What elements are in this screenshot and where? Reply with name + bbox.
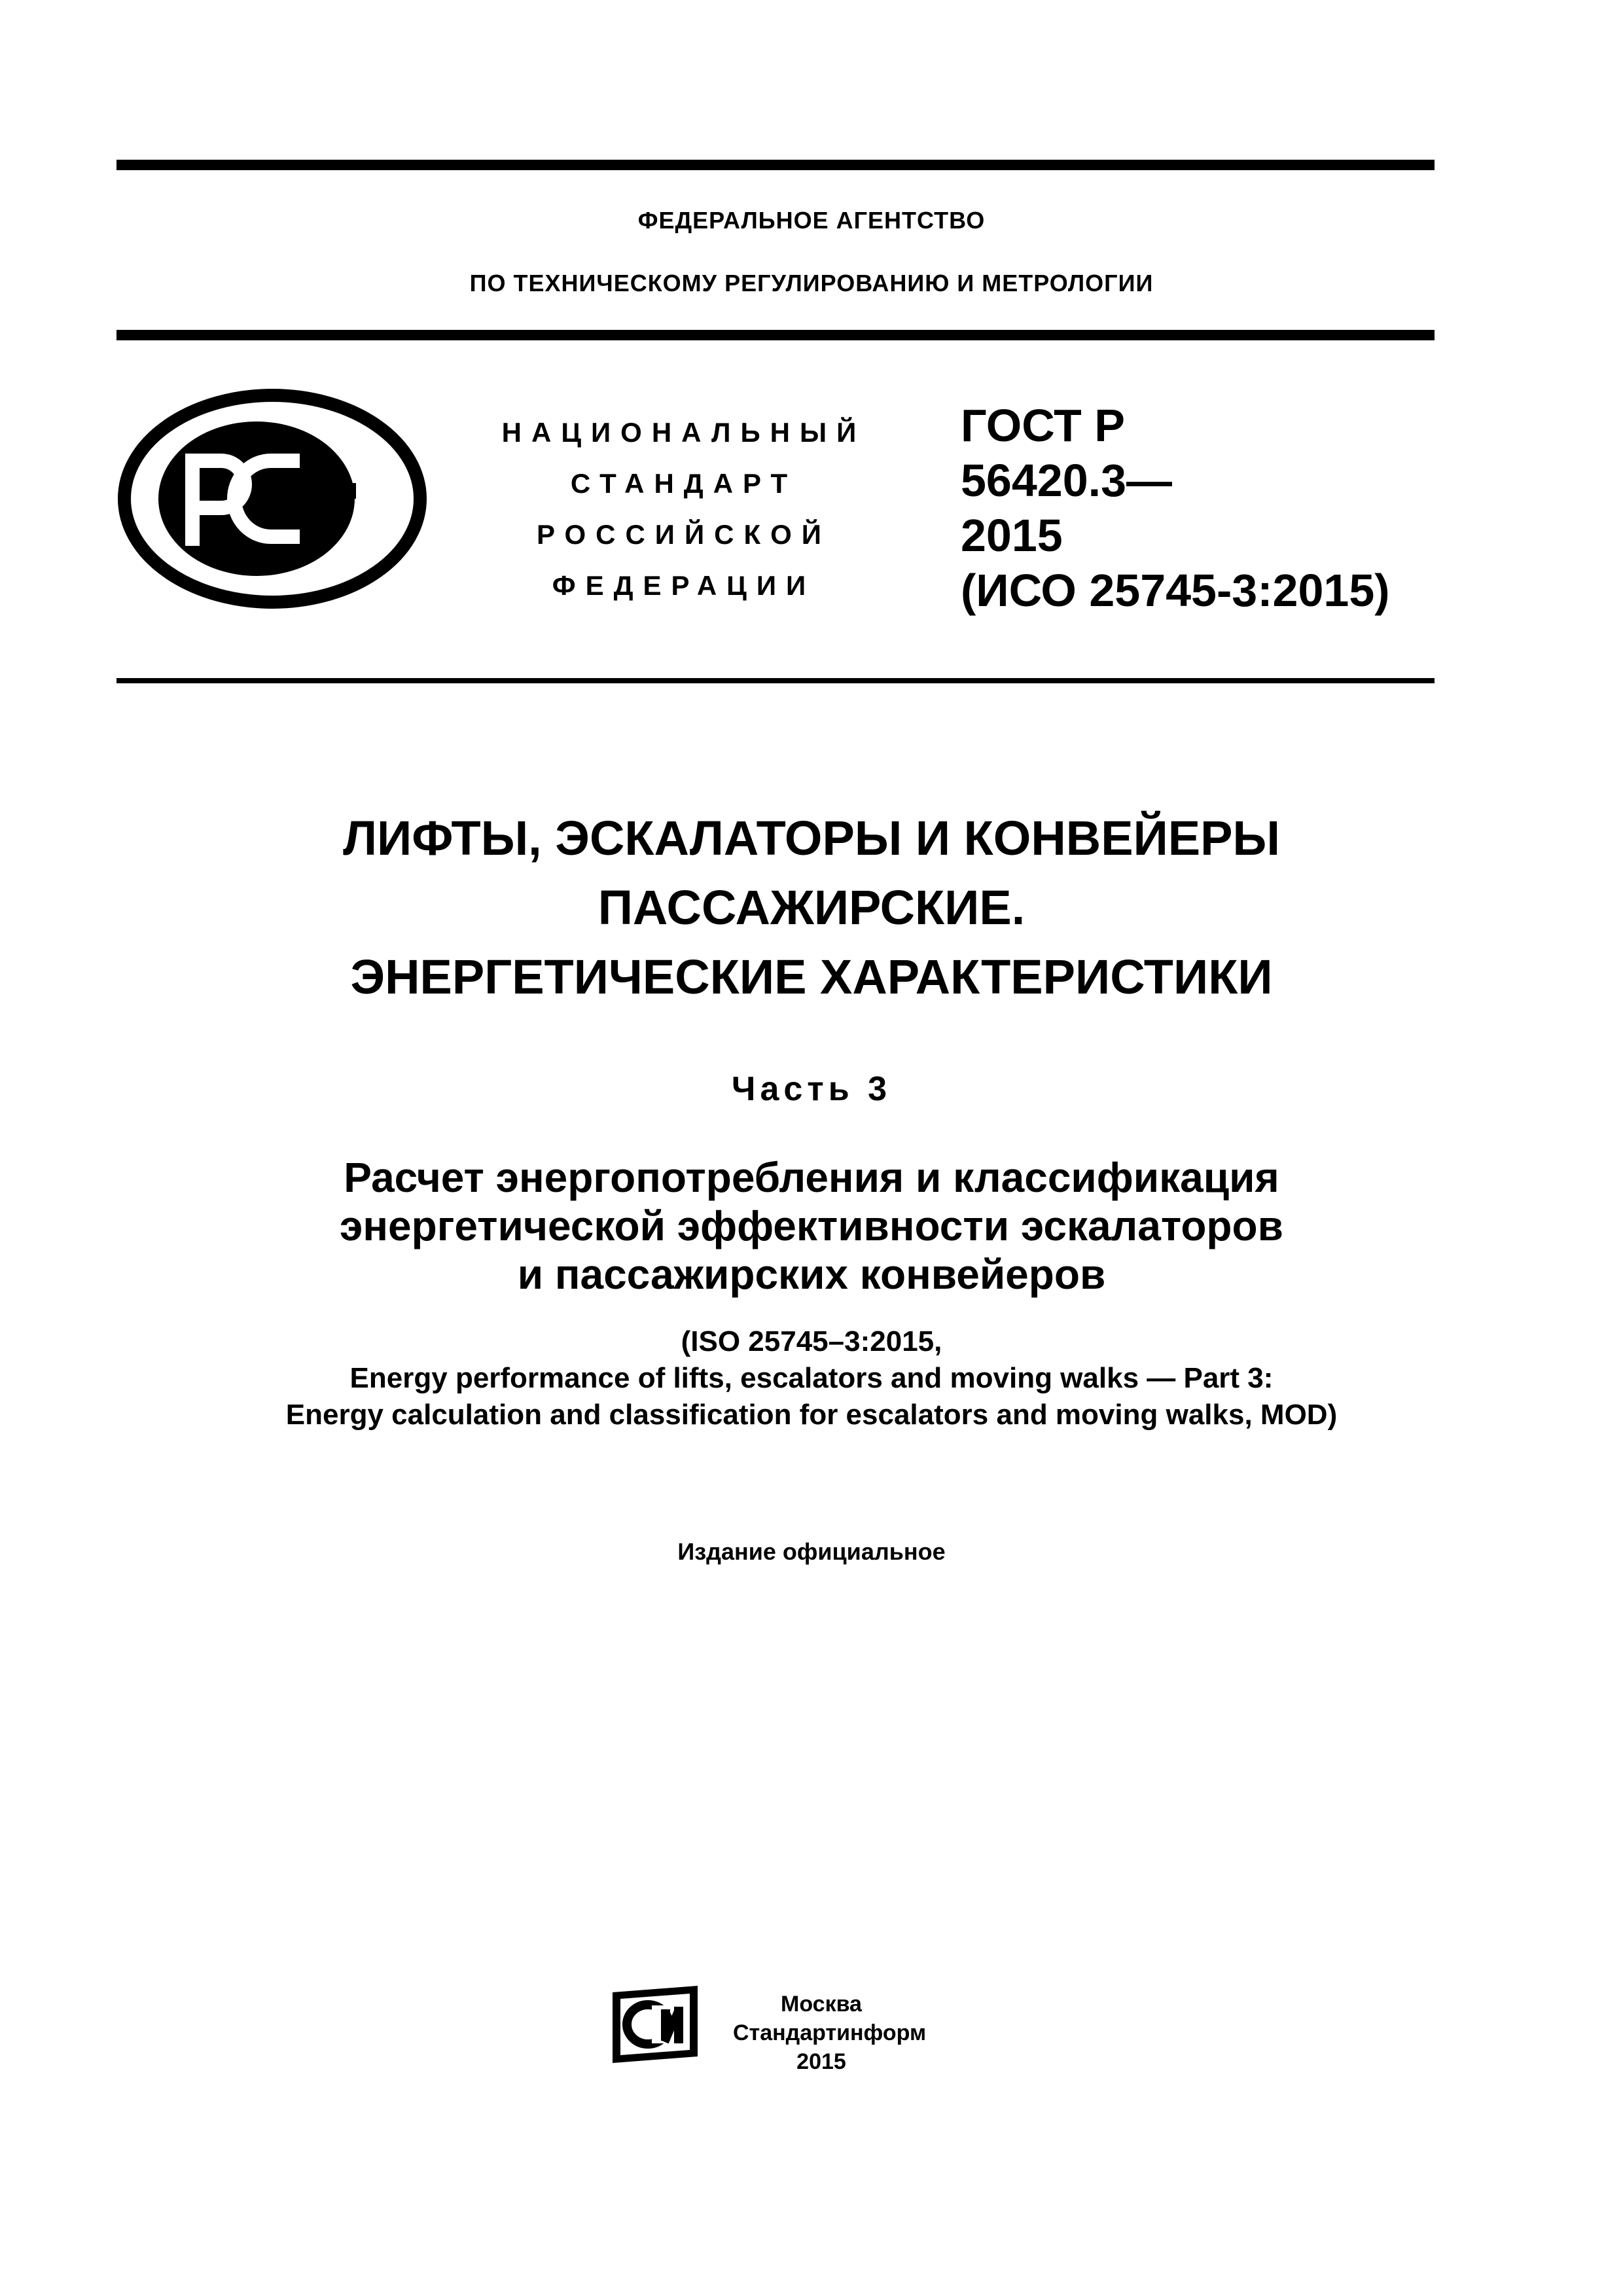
title-line-3: ЭНЕРГЕТИЧЕСКИЕ ХАРАКТЕРИСТИКИ: [350, 950, 1273, 1004]
national-line-4: ФЕДЕРАЦИИ: [552, 570, 816, 601]
part-number: Часть 3: [731, 1070, 892, 1108]
rst-certification-mark-icon: [115, 387, 429, 610]
national-standard-label: [458, 407, 910, 611]
header-bottom-rule: [116, 678, 1435, 683]
title-line-1: ЛИФТЫ, ЭСКАЛАТОРЫ И КОНВЕЙЕРЫ: [343, 811, 1280, 865]
publisher-city: Москва: [781, 1992, 862, 2017]
designation-line-4: (ИСО 25745-3:2015): [961, 565, 1390, 616]
agency-line-1: ФЕДЕРАЛЬНОЕ АГЕНТСТВО: [637, 207, 986, 234]
top-rule: [116, 160, 1435, 170]
publisher-year: 2015: [796, 2049, 846, 2074]
agency-bottom-rule: [116, 330, 1435, 340]
agency-line-2: ПО ТЕХНИЧЕСКОМУ РЕГУЛИРОВАНИЮ И МЕТРОЛОГИИ: [469, 270, 1154, 296]
iso-reference-line-1: (ISO 25745–3:2015,: [681, 1325, 942, 1357]
designation-line-2: 56420.3—: [961, 455, 1173, 506]
title-line-2: ПАССАЖИРСКИЕ.: [597, 880, 1026, 935]
document-subtitle: [0, 1153, 1623, 1299]
document-title: [0, 804, 1623, 1012]
designation-line-3: 2015: [961, 510, 1063, 561]
subtitle-line-2: энергетической эффективности эскалаторов: [340, 1202, 1283, 1249]
iso-reference-line-2: Energy performance of lifts, escalators and moving walks — Part 3:: [349, 1362, 1274, 1394]
national-line-1: НАЦИОНАЛЬНЫЙ: [501, 417, 866, 448]
publisher-block: [733, 1990, 927, 2076]
national-line-2: СТАНДАРТ: [570, 468, 798, 499]
standard-designation: [961, 398, 1445, 618]
standartinform-logo-icon: [607, 1983, 703, 2067]
publisher-name: Стандартинформ: [733, 2020, 927, 2045]
iso-reference: [0, 1323, 1623, 1433]
edition-note: Издание официальное: [677, 1538, 946, 1565]
designation-line-1: ГОСТ Р: [961, 400, 1125, 451]
subtitle-line-1: Расчет энергопотребления и классификация: [344, 1154, 1279, 1201]
subtitle-line-3: и пассажирских конвейеров: [517, 1251, 1106, 1298]
iso-reference-line-3: Energy calculation and classification for escalators and moving walks, MOD): [285, 1399, 1338, 1431]
national-line-3: РОССИЙСКОЙ: [537, 519, 831, 550]
